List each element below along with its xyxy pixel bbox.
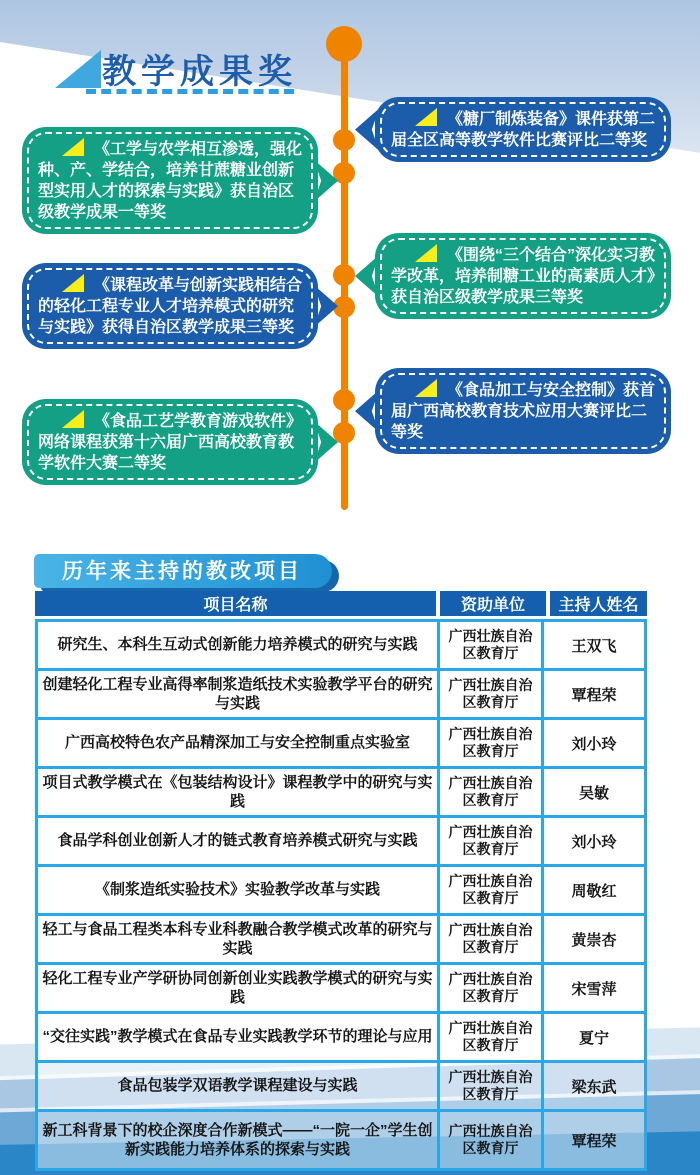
award-text: 《糖厂制炼装备》课件获第二届全区高等教学软件比赛评比二等奖 xyxy=(391,111,656,150)
awards-section-title: 教学成果奖 xyxy=(102,53,297,91)
award-marker-icon xyxy=(62,138,84,156)
leader-cell: 刘小玲 xyxy=(541,818,644,864)
funder-cell: 广西壮族自治区教育厅 xyxy=(437,818,541,864)
funder-cell: 广西壮族自治区教育厅 xyxy=(437,769,541,815)
projects-table xyxy=(35,591,647,1171)
leader-cell: 覃程荣 xyxy=(541,1112,644,1168)
award-text: 《围绕“三个结合”深化实习教学改革，培养制糖工业的高素质人才》获自治区级教学成果三等奖 xyxy=(391,247,656,307)
table-row xyxy=(38,622,644,668)
award-text: 《食品工艺学教育游戏软件》网络课程获第十六届广西高校教育教学软件大赛二等奖 xyxy=(38,413,303,473)
award-marker-icon xyxy=(62,410,84,428)
award-text: 《食品加工与安全控制》获首届广西高校教育技术应用大赛评比二等奖 xyxy=(391,382,656,442)
table-row xyxy=(38,913,644,962)
project-name-cell: “交往实践”教学模式在食品专业实践教学环节的理论与应用 xyxy=(38,1014,437,1060)
funder-cell: 广西壮族自治区教育厅 xyxy=(437,720,541,766)
timeline-start-node xyxy=(326,26,362,62)
leader-cell: 夏宁 xyxy=(541,1014,644,1060)
award-bubble xyxy=(375,368,671,454)
timeline-dot xyxy=(333,129,355,151)
funder-cell: 广西壮族自治区教育厅 xyxy=(437,622,541,668)
project-name-cell: 食品包装学双语教学课程建设与实践 xyxy=(38,1063,437,1109)
project-name-cell: 项目式教学模式在《包装结构设计》课程教学中的研究与实践 xyxy=(38,769,437,815)
award-marker-icon xyxy=(415,108,437,126)
project-name-cell: 新工科背景下的校企深度合作新模式——“一院一企”学生创新实践能力培养体系的探索与实践 xyxy=(38,1112,437,1168)
funder-cell: 广西壮族自治区教育厅 xyxy=(437,1014,541,1060)
column-header-project-name: 项目名称 xyxy=(35,591,436,616)
leader-cell: 宋雪萍 xyxy=(541,965,644,1011)
project-name-cell: 食品学科创业创新人才的链式教育培养模式研究与实践 xyxy=(38,818,437,864)
leader-cell: 吴敏 xyxy=(541,769,644,815)
funder-cell: 广西壮族自治区教育厅 xyxy=(437,916,541,962)
table-row xyxy=(38,815,644,864)
projects-section-title: 历年来主持的教改项目 xyxy=(34,554,332,588)
award-marker-icon xyxy=(415,244,437,262)
leader-cell: 覃程荣 xyxy=(541,671,644,717)
project-name-cell: 轻工与食品工程类本科专业科教融合教学模式改革的研究与实践 xyxy=(38,916,437,962)
funder-cell: 广西壮族自治区教育厅 xyxy=(437,965,541,1011)
table-body xyxy=(35,619,647,1171)
column-header-leader: 主持人姓名 xyxy=(550,591,647,616)
project-name-cell: 轻化工程专业产学研协同创新创业实践教学模式的研究与实践 xyxy=(38,965,437,1011)
award-marker-icon xyxy=(415,379,437,397)
table-row xyxy=(38,1060,644,1109)
award-bubble xyxy=(22,263,318,349)
leader-cell: 周敬红 xyxy=(541,867,644,913)
title-dashed-underline xyxy=(86,89,294,94)
table-row xyxy=(38,766,644,815)
leader-cell: 梁东武 xyxy=(541,1063,644,1109)
award-bubble xyxy=(375,97,671,162)
leader-cell: 刘小玲 xyxy=(541,720,644,766)
project-name-cell: 创建轻化工程专业高得率制浆造纸技术实验教学平台的研究与实践 xyxy=(38,671,437,717)
funder-cell: 广西壮族自治区教育厅 xyxy=(437,867,541,913)
table-row xyxy=(38,717,644,766)
project-name-cell: 研究生、本科生互动式创新能力培养模式的研究与实践 xyxy=(38,622,437,668)
funder-cell: 广西壮族自治区教育厅 xyxy=(437,1112,541,1168)
award-bubble xyxy=(22,399,318,485)
table-header-row xyxy=(35,591,647,616)
leader-cell: 黄崇杏 xyxy=(541,916,644,962)
award-marker-icon xyxy=(62,274,84,292)
table-row xyxy=(38,1011,644,1060)
award-bubble xyxy=(375,233,671,319)
table-row xyxy=(38,864,644,913)
leader-cell: 王双飞 xyxy=(541,622,644,668)
award-text: 《工学与农学相互渗透，强化种、产、学结合，培养甘蔗糖业创新型实用人才的探索与实践》获自治区级教学成果一等奖 xyxy=(38,141,303,222)
funder-cell: 广西壮族自治区教育厅 xyxy=(437,1063,541,1109)
column-header-funder: 资助单位 xyxy=(440,591,546,616)
table-row xyxy=(38,1109,644,1168)
table-row xyxy=(38,962,644,1011)
award-bubble xyxy=(22,127,318,234)
funder-cell: 广西壮族自治区教育厅 xyxy=(437,671,541,717)
timeline-dot xyxy=(333,389,355,411)
project-name-cell: 《制浆造纸实验技术》实验教学改革与实践 xyxy=(38,867,437,913)
award-text: 《课程改革与创新实践相结合的轻化工程专业人才培养模式的研究与实践》获得自治区教学成果三等奖 xyxy=(38,277,303,337)
timeline-dot xyxy=(333,264,355,286)
project-name-cell: 广西高校特色农产品精深加工与安全控制重点实验室 xyxy=(38,720,437,766)
table-row xyxy=(38,668,644,717)
